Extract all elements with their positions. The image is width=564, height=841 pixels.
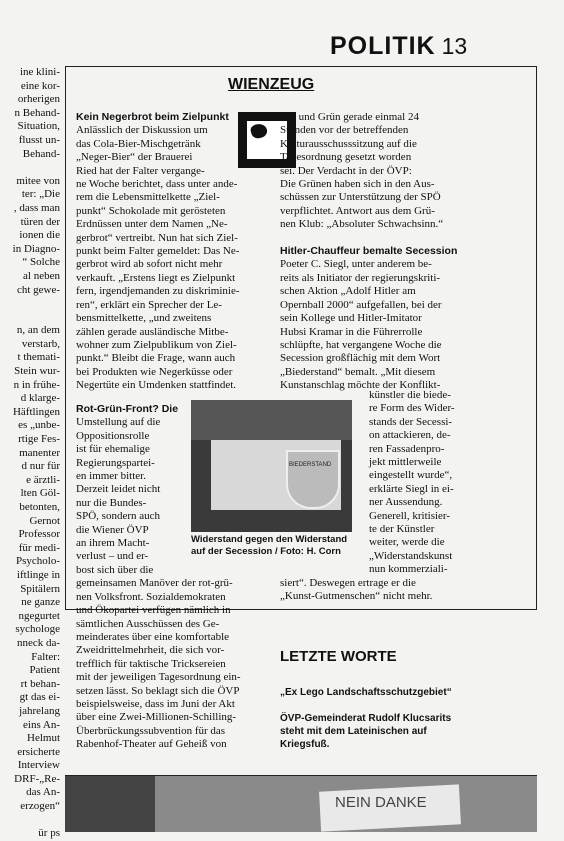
- left-column-line: n in frühe-: [13, 378, 60, 391]
- article-line: „Widerstandskunst: [369, 549, 453, 562]
- article-line: ner Aussendung.: [369, 496, 443, 509]
- article-line: reits als Initiator der regierungskriti-: [280, 271, 441, 284]
- letzte-worte-title: LETZTE WORTE: [280, 648, 397, 665]
- article-secession-end: [280, 577, 530, 604]
- article-line: eingestellt wurde“,: [369, 469, 453, 482]
- article-line: Negertüte ein Umdenken stattfindet.: [76, 379, 237, 392]
- left-column-line: erzogen“: [20, 800, 60, 813]
- article-line: Ried hat der Falter vergange-: [76, 164, 205, 177]
- article-line: zählen gerade ausländische Mitbe-: [76, 325, 229, 338]
- article-line: fern, irgendjemanden zu diskriminie-: [76, 285, 240, 298]
- article-secession: [280, 111, 530, 393]
- article-line: bei Produkten wie Negerküsse oder: [76, 365, 233, 378]
- caption-line: auf der Secession / Foto: H. Corn: [191, 546, 341, 557]
- article-line: erklärte Siegl in ei-: [369, 482, 454, 495]
- left-column-line: Gernot: [29, 514, 60, 527]
- article-line: sämtlichen Ausschüssen des Ge-: [76, 617, 220, 630]
- left-column-line: gt das ei-: [19, 691, 60, 704]
- bottom-sign-text: NEIN DANKE: [335, 794, 427, 811]
- article-line: weiter, werde die: [369, 536, 445, 549]
- article-line: schlüpfte, hat vergangene Woche die: [280, 338, 442, 351]
- article-line: über eine Zwei-Millionen-Schilling-: [76, 711, 237, 724]
- left-column-line: DRF-„Re-: [14, 772, 60, 785]
- article-line: bensmittelkette, „und zweitens: [76, 312, 212, 325]
- article-line: nen Klub: „Absoluter Schwachsinn.“: [280, 218, 444, 231]
- article-line: te der Künstler: [369, 523, 435, 536]
- left-column-line: orherigen: [17, 93, 60, 106]
- article-line: die Wiener ÖVP: [76, 523, 149, 536]
- article-secession-wrap: [369, 389, 529, 577]
- article-line: punkt“ Schokolade mit gerösteten: [76, 204, 226, 217]
- article-line: Derzeit leidet nicht: [76, 483, 161, 496]
- left-column-line: lten Göl-: [20, 487, 60, 500]
- left-column-line: in Diagno-: [12, 242, 60, 255]
- letzte-worte-line: ÖVP-Gemeinderat Rudolf Klucsarits: [280, 713, 452, 724]
- left-column-line: rtige Fes-: [18, 433, 60, 446]
- article-line: schüssen zur Unterstützung der SPÖ: [280, 191, 441, 204]
- left-column-line: Patient: [29, 664, 60, 677]
- left-column-text: [0, 66, 60, 841]
- article-line: gerbrot“ vertreibt. Nun hat sich Ziel-: [76, 231, 238, 244]
- article-line: ne Woche berichtet, dass unter ande-: [76, 178, 238, 191]
- article-line: en immer bitter.: [76, 470, 146, 483]
- left-column-line: Helmut: [27, 732, 60, 745]
- article-line: beispielsweise, dass im Juni der Akt: [76, 697, 235, 710]
- article-line: schen Aktion „Adolf Hitler am: [280, 285, 416, 298]
- article-line: Tagesordnung gesetzt worden: [280, 151, 412, 164]
- left-column-line: ür ps: [38, 827, 60, 840]
- left-column-line: d nur für: [21, 460, 60, 473]
- left-column-line: manenter: [19, 446, 60, 459]
- article-line: nur die Bundes-: [76, 496, 147, 509]
- article-line: verkauft. „Erstens liegt es Zielpunkt: [76, 271, 236, 284]
- article-line: jekt mittlerweile: [369, 456, 442, 469]
- article-line: trefflich für taktische Tricksereien: [76, 657, 226, 670]
- left-column-line: mitee von: [16, 174, 60, 187]
- left-column-line: ersicherte: [17, 745, 60, 758]
- article-line: Die Grünen haben sich in den Aus-: [280, 178, 435, 191]
- secession-photo: [191, 400, 352, 532]
- article-line: meinderates über eine komfortable: [76, 630, 230, 643]
- left-column-line: “ Solche: [22, 256, 60, 269]
- left-column-line: Stein wur-: [14, 365, 60, 378]
- left-column-line: Professor: [18, 528, 60, 541]
- article-line: Kulturausschusssitzung auf die: [280, 137, 417, 150]
- article-line: Opernball 2000“ aufgefallen, bei der: [280, 298, 442, 311]
- article-line: und Ökopartei verfügen nämlich in: [76, 604, 231, 617]
- left-column-line: Psycholo-: [16, 555, 60, 568]
- article-line: künstler die biede-: [369, 389, 451, 401]
- left-column-line: das An-: [26, 786, 60, 799]
- photo-caption: [191, 534, 347, 558]
- left-column-line: betonten,: [19, 501, 60, 513]
- article-line: Poeter C. Siegl, unter anderem be-: [280, 258, 432, 271]
- article-line: sein Kollege und Hitler-Imitator: [280, 312, 422, 325]
- article-line: nen Volksfront. Sozialdemokraten: [76, 590, 226, 603]
- letzte-worte-line: Kriegsfuß.: [280, 739, 330, 750]
- article-line: Anlässlich der Diskussion um: [76, 124, 208, 137]
- article-line: bost sich über die: [76, 563, 154, 576]
- article-headline: Kein Negerbrot beim Zielpunkt: [76, 111, 229, 123]
- article-line: Generell, kritisier-: [369, 509, 451, 522]
- article-line: „Biederstand“ bemalt. „Mit diesem: [280, 365, 436, 378]
- article-line: ren Fassadenpro-: [369, 442, 445, 455]
- left-column-line: [0, 297, 60, 311]
- left-column-line: ngegurtet: [18, 609, 60, 622]
- article-line: Überbrückungssubvention für das: [76, 724, 226, 737]
- article-line: Hubsi Kramar in die Führerrolle: [280, 325, 423, 338]
- left-column-line: Behand-: [22, 147, 60, 160]
- article-line: verpflichtet. Antwort aus dem Grü-: [280, 204, 435, 217]
- left-column-line: für medi-: [18, 541, 60, 554]
- bottom-photo: [65, 775, 537, 832]
- left-column-line: n, an dem: [16, 324, 60, 337]
- article-line: on attackieren, de-: [369, 429, 451, 442]
- article-line: setzen lässt. So beklagt sich die ÖVP: [76, 684, 240, 697]
- article-line: Kunstanschlag möchte der Konflikt-: [280, 379, 441, 392]
- left-column-line: [0, 814, 60, 828]
- article-line: Oppositionsrolle: [76, 429, 150, 442]
- left-column-line: Situation,: [17, 120, 60, 133]
- left-column-line: flusst un-: [18, 133, 60, 146]
- letzte-worte-line: „Ex Lego Landschaftsschutzgebiet“: [280, 687, 452, 698]
- article-line: Rabenhof-Theater auf Geheiß von: [76, 738, 227, 751]
- left-column-line: verstarb,: [21, 337, 60, 350]
- left-column-line: eins An-: [23, 718, 60, 731]
- left-column-line: ter: „Die: [21, 188, 60, 201]
- left-column-line: es „unbe-: [18, 419, 60, 432]
- left-column-line: Spitälern: [20, 582, 60, 595]
- article-line: sei. Der Verdacht in der ÖVP:: [280, 164, 412, 177]
- article-line: punkt beim Falter gemeldet: Das Ne-: [76, 245, 240, 258]
- article-line: Erdnüssen unter dem Namen „Ne-: [76, 218, 228, 231]
- article-line: „Kunst-Gutmenschen“ nicht mehr.: [280, 590, 433, 603]
- left-column-line: eine kor-: [20, 79, 60, 92]
- left-column-line: al neben: [23, 269, 60, 282]
- left-column-line: Interview: [17, 759, 60, 772]
- letzte-worte-line: steht mit dem Lateinischen auf: [280, 726, 427, 737]
- left-column-line: t themati-: [17, 351, 60, 364]
- article-line: Zweidrittelmehrheit, die sich vor-: [76, 644, 225, 657]
- left-column-line: ine klini-: [19, 66, 60, 78]
- article-line: gerbrot wird ab sofort nicht mehr: [76, 258, 223, 271]
- article-line: ist für ehemalige: [76, 443, 150, 456]
- caption-line: Widerstand gegen den Widerstand: [191, 534, 348, 545]
- article-line: ren“, erklärt ein Sprecher der Le-: [76, 298, 222, 311]
- article-line: Secession großflächig mit dem Wort: [280, 352, 441, 365]
- left-column-line: ne ganze: [21, 596, 60, 609]
- article-line: [280, 232, 530, 245]
- left-column-line: , dass man: [13, 201, 60, 214]
- left-column-line: cht gewe-: [16, 283, 60, 296]
- photo-sign-text: BIEDERSTAND: [289, 462, 332, 468]
- article-line: siert“. Deswegen ertrage er die: [280, 577, 416, 589]
- article-line: Rot und Grün gerade einmal 24: [280, 111, 419, 123]
- left-column-line: [0, 311, 60, 325]
- article-line: verlust – und er-: [76, 550, 149, 563]
- left-column-line: rt behan-: [20, 677, 60, 690]
- article-line: mit der jeweiligen Tagesordnung ein-: [76, 671, 241, 684]
- left-column-line: nneck da-: [16, 636, 60, 649]
- article-line: re Form des Wider-: [369, 402, 455, 415]
- page-number: 13: [441, 33, 468, 59]
- article-line: rem die Lebensmittelkette „Ziel-: [76, 191, 220, 204]
- left-column-line: Falter:: [31, 650, 60, 663]
- article-headline: Rot-Grün-Front? Die: [76, 403, 179, 415]
- article-line: SPÖ, sondern auch: [76, 510, 161, 523]
- left-column-line: [0, 161, 60, 175]
- left-column-line: türen der: [20, 215, 60, 228]
- article-headline: Hitler-Chauffeur bemalte Secession: [280, 245, 458, 258]
- section-title: POLITIK: [330, 32, 436, 60]
- article-line: Stunden vor der betreffenden: [280, 124, 409, 137]
- article-line: Umstellung auf die: [76, 416, 161, 429]
- article-line: das Cola-Bier-Mischgetränk: [76, 137, 201, 150]
- article-line: „Neger-Bier“ der Brauerei: [76, 151, 193, 164]
- left-column-line: jahrelang: [19, 704, 60, 717]
- left-column-line: sychologe: [15, 623, 60, 636]
- article-line: nun kommerziali-: [369, 563, 448, 576]
- article-line: wohner zum Zielpublikum von Ziel-: [76, 338, 237, 351]
- left-column-line: Häftlingen: [12, 405, 60, 418]
- page-header: [330, 32, 467, 61]
- article-line: Regierungspartei-: [76, 456, 155, 469]
- article-line: stands der Secessi-: [369, 415, 453, 428]
- left-column-line: ionen die: [19, 229, 60, 242]
- box-title: WIENZEUG: [228, 76, 315, 93]
- left-column-line: iftlinge in: [16, 568, 60, 581]
- article-line: punkt.“ Bleibt die Frage, wann auch: [76, 352, 236, 365]
- left-column-line: e ärztli-: [26, 473, 60, 486]
- article-line: gemeinsamen Manöver der rot-grü-: [76, 577, 233, 590]
- left-column-line: d klarge-: [20, 392, 60, 405]
- article-line: an ihrem Macht-: [76, 537, 150, 550]
- left-column-line: n Behand-: [14, 106, 60, 119]
